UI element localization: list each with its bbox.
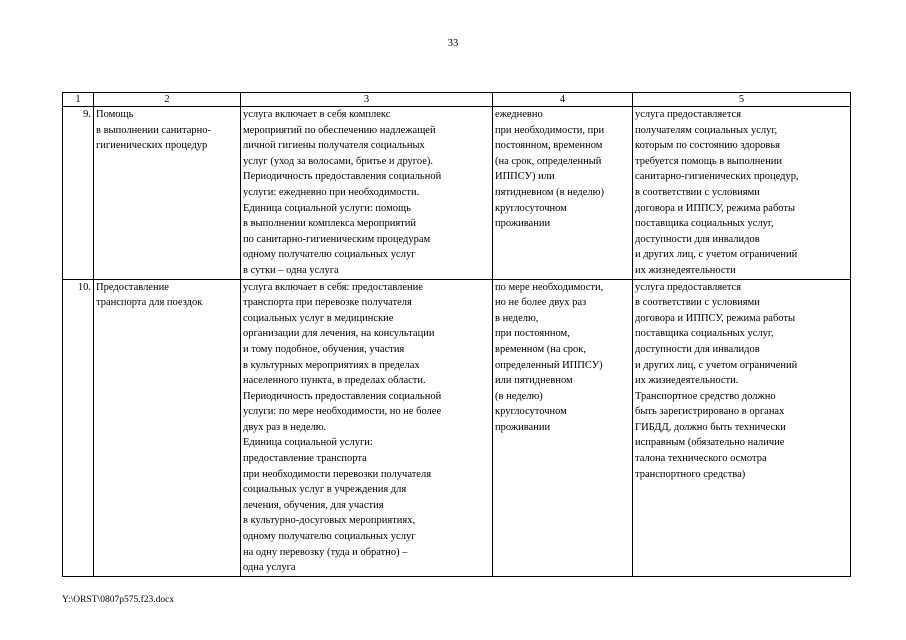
cell-text-line: мероприятий по обеспечению надлежащей	[243, 124, 436, 136]
cell-text-line: Периодичность предоставления социальной	[243, 171, 442, 183]
cell-text-line: населенного пункта, в пределах области.	[243, 375, 426, 387]
cell-text-line: услуга предоставляется	[635, 109, 742, 120]
cell-text-line: и тому подобное, обучения, участия	[243, 343, 405, 355]
column-header: 3	[241, 93, 493, 107]
cell-text-line: услуги: по мере необходимости, но не более	[243, 406, 442, 418]
cell-text-line: Единица социальной услуги: помощь	[243, 202, 411, 214]
service-description-cell	[241, 279, 493, 576]
cell-text-line: услуга включает в себя комплекс	[243, 109, 391, 120]
cell-text-line: которым по состоянию здоровья	[635, 140, 780, 152]
cell-text-line: временном (на срок,	[495, 343, 587, 355]
cell-text-line: быть зарегистрировано в органах	[635, 406, 785, 418]
cell-text-line: социальных услуг в медицинские	[243, 312, 394, 324]
cell-text-line: одна услуга	[243, 562, 296, 574]
cell-text-line: договора и ИППСУ, режима работы	[635, 312, 796, 324]
cell-text-line: ежедневно	[495, 109, 543, 120]
cell-text-line: проживании	[495, 218, 551, 230]
row-number: 10.	[63, 279, 94, 576]
cell-text-line: поставщика социальных услуг,	[635, 328, 774, 340]
cell-text-line: ИППСУ) или	[495, 171, 555, 183]
cell-text-line: транспорта для поездок	[96, 297, 203, 309]
cell-text-line: одному получателю социальных услуг	[243, 249, 416, 261]
cell-text-line: в сутки – одна услуга	[243, 264, 339, 276]
cell-text-line: исправным (обязательно наличие	[635, 437, 785, 449]
cell-text-line: в соответствии с условиями	[635, 297, 760, 309]
service-name-cell	[94, 279, 241, 576]
cell-text-line: личной гигиены получателя социальных	[243, 140, 425, 152]
cell-text-line: по мере необходимости,	[495, 281, 604, 293]
cell-text-line: услуги: ежедневно при необходимости.	[243, 186, 420, 198]
cell-text-line: Единица социальной услуги:	[243, 437, 373, 449]
cell-text-line: постоянном, временном	[495, 140, 603, 152]
service-conditions-cell	[633, 107, 851, 280]
cell-text-line: в неделю,	[495, 312, 539, 324]
cell-text-line: в культурно-досуговых мероприятиях,	[243, 515, 416, 527]
column-header: 1	[63, 93, 94, 107]
cell-text-line: при постоянном,	[495, 328, 570, 340]
cell-text-line: услуга включает в себя: предоставление	[243, 281, 423, 293]
cell-text-line: гигиенических процедур	[96, 140, 208, 152]
cell-text-line: предоставление транспорта	[243, 453, 367, 465]
cell-text-line: Транспортное средство должно	[635, 390, 776, 402]
service-description-cell	[241, 107, 493, 280]
cell-text-line: доступности для инвалидов	[635, 233, 760, 245]
cell-text-line: круглосуточном	[495, 202, 567, 214]
cell-text-line: двух раз в неделю.	[243, 421, 327, 433]
cell-text-line: Периодичность предоставления социальной	[243, 390, 442, 402]
page-number: 33	[447, 38, 459, 49]
table-row	[63, 279, 851, 576]
cell-text-line: в культурных мероприятиях в пределах	[243, 359, 420, 371]
cell-text-line: их жизнедеятельности.	[635, 375, 739, 387]
cell-text-line: талона технического осмотра	[635, 453, 767, 465]
cell-text-line: требуется помощь в выполнении	[635, 155, 782, 167]
cell-text-line: проживании	[495, 421, 551, 433]
cell-text-line: (на срок, определенный	[495, 155, 602, 167]
service-frequency-cell	[493, 107, 633, 280]
cell-text-line: Предоставление	[96, 281, 169, 293]
table-header-row	[63, 93, 851, 107]
cell-text-line: получателям социальных услуг,	[635, 124, 778, 136]
cell-text-line: в выполнении комплекса мероприятий	[243, 218, 416, 230]
service-name-cell	[94, 107, 241, 280]
column-header: 4	[493, 93, 633, 107]
cell-text-line: транспорта при перевозке получателя	[243, 297, 412, 309]
cell-text-line: услуга предоставляется	[635, 281, 742, 293]
row-number: 9.	[63, 107, 94, 280]
cell-text-line: в соответствии с условиями	[635, 186, 760, 198]
cell-text-line: но не более двух раз	[495, 297, 587, 309]
cell-text-line: на одну перевозку (туда и обратно) –	[243, 546, 408, 558]
cell-text-line: при необходимости, при	[495, 124, 605, 136]
cell-text-line: и других лиц, с учетом ограничений	[635, 249, 798, 261]
cell-text-line: одному получателю социальных услуг	[243, 531, 416, 543]
cell-text-line: их жизнедеятельности	[635, 264, 736, 276]
cell-text-line: по санитарно-гигиеническим процедурам	[243, 233, 431, 245]
cell-text-line: ГИБДД, должно быть технически	[635, 421, 786, 433]
column-header: 2	[94, 93, 241, 107]
service-conditions-cell	[633, 279, 851, 576]
cell-text-line: или пятидневном	[495, 375, 573, 387]
cell-text-line: поставщика социальных услуг,	[635, 218, 774, 230]
cell-text-line: доступности для инвалидов	[635, 343, 760, 355]
cell-text-line: (в неделю)	[495, 390, 543, 402]
cell-text-line: санитарно-гигиенических процедур,	[635, 171, 799, 183]
cell-text-line: договора и ИППСУ, режима работы	[635, 202, 796, 214]
cell-text-line: Помощь	[96, 109, 134, 120]
cell-text-line: пятидневном (в неделю)	[495, 186, 604, 198]
cell-text-line: определенный ИППСУ)	[495, 359, 603, 371]
cell-text-line: круглосуточном	[495, 406, 567, 418]
cell-text-line: и других лиц, с учетом ограничений	[635, 359, 798, 371]
services-table	[62, 92, 851, 577]
cell-text-line: при необходимости перевозки получателя	[243, 468, 432, 480]
cell-text-line: социальных услуг в учреждения для	[243, 484, 407, 496]
column-header: 5	[633, 93, 851, 107]
cell-text-line: организации для лечения, на консультации	[243, 328, 435, 340]
cell-text-line: в выполнении санитарно-	[96, 124, 212, 136]
service-frequency-cell	[493, 279, 633, 576]
cell-text-line: услуг (уход за волосами, бритье и другое).	[243, 155, 434, 167]
table-row	[63, 107, 851, 280]
cell-text-line: транспортного средства)	[635, 468, 746, 480]
cell-text-line: лечения, обучения, для участия	[243, 499, 384, 511]
document-file-path: Y:\ORST\0807p575.f23.docx	[62, 595, 175, 605]
